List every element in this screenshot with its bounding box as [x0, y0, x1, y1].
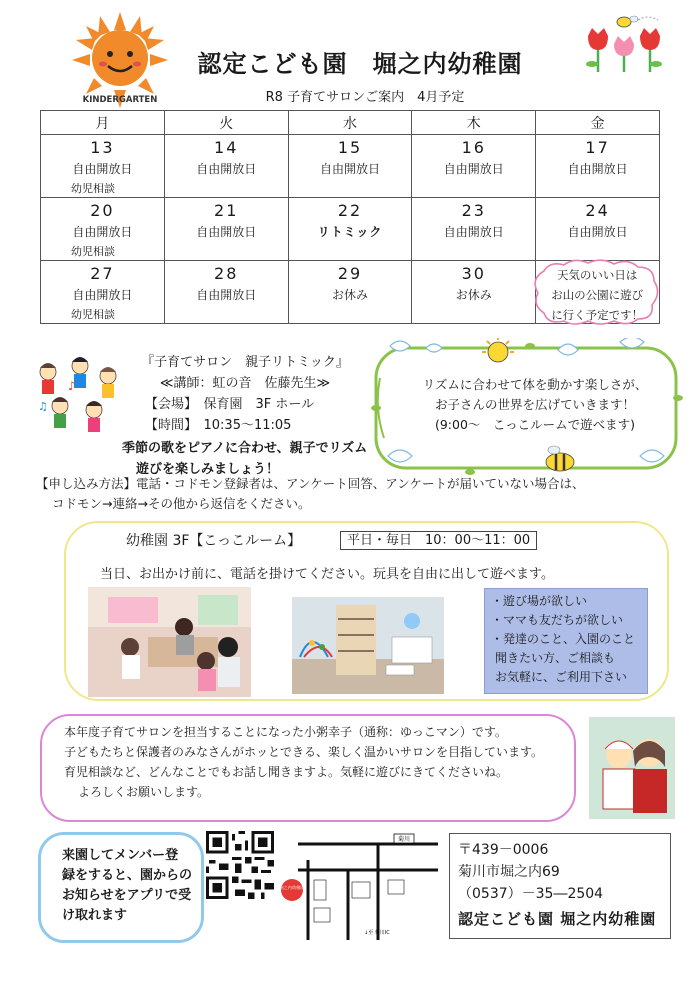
kokko-room-hours: 平日・毎日 10：00～11：00 [340, 531, 537, 550]
school-name: 認定こども園 堀之内幼稚園 [458, 910, 657, 928]
svg-text:↓至 菊川IC: ↓至 菊川IC [364, 930, 390, 936]
cell-event: 自由開放日 [72, 288, 133, 302]
cell-sub-event: 幼児相談 [71, 182, 115, 195]
calendar-day-header: 水 [288, 111, 412, 135]
cell-date: 13 [90, 138, 115, 157]
calendar-cell [288, 261, 412, 324]
calendar-cell [288, 135, 412, 198]
cell-event: 自由開放日 [72, 225, 133, 239]
rhythmic-venue: 【会場】 保育園 3F ホール [145, 397, 315, 412]
svg-text:菊川: 菊川 [397, 836, 411, 843]
cell-sub-event: 幼児相談 [71, 245, 115, 258]
rhythmic-title: 『子育てサロン 親子リトミック』 [141, 355, 349, 370]
calendar-day-header: 金 [536, 111, 660, 135]
calendar-day-header: 火 [164, 111, 288, 135]
staff-message-line: 本年度子育てサロンを担当することになった小粥幸子（通称：ゆっこマン）です。 [64, 725, 507, 739]
cell-event: 自由開放日 [196, 288, 257, 302]
cell-date: 17 [585, 138, 610, 157]
cell-date: 14 [214, 138, 239, 157]
calendar-cell [41, 261, 165, 324]
member-note-line: 来園してメンバー登 [62, 848, 179, 863]
staff-message-line: 育児相談など、どんなことでもお話し聞きますよ。気軽に遊びにきてくださいね。 [64, 765, 509, 779]
rhythmic-note-line: リズムに合わせて体を動かす楽しさが、 [422, 377, 648, 392]
kokko-room-list-item: ・発達のこと、入園のこと [491, 632, 636, 646]
calendar-cell [412, 261, 536, 324]
calendar-cell-note [536, 261, 660, 324]
calendar-cell [164, 261, 288, 324]
rhythmic-note-line: お子さんの世界を広げていきます！ [434, 397, 635, 412]
cell-date: 24 [585, 201, 610, 220]
calendar-week-row [41, 135, 660, 198]
kokko-room-description: 当日、お出かけ前に、電話を掛けてください。玩具を自由に出して遊べます。 [100, 567, 554, 582]
rhythmic-lecturer: ≪講師：虹の音 佐藤先生≫ [159, 376, 331, 391]
kokko-room-list-item: 聞きたい方、ご相談も [495, 651, 616, 665]
playroom-photo-children [88, 587, 251, 697]
tulip-bee-illustration [578, 14, 670, 74]
cell-date: 27 [90, 264, 115, 283]
dancing-children-illustration [32, 350, 124, 434]
toy-photo-bead-maze [292, 597, 444, 694]
cell-date: 16 [461, 138, 486, 157]
page-subtitle: R8 子育てサロンご案内 4月予定 [265, 90, 465, 105]
page-title: 認定こども園 堀之内幼稚園 [197, 50, 523, 78]
rhythmic-time: 【時間】 10:35～11:05 [145, 418, 292, 433]
calendar-cell [164, 135, 288, 198]
cell-event: 自由開放日 [567, 162, 628, 176]
calendar-cell [41, 198, 165, 261]
calendar-cell [412, 135, 536, 198]
calendar-header-row [41, 111, 660, 135]
calendar-cell [164, 198, 288, 261]
cell-date: 28 [214, 264, 239, 283]
calendar-week-row [41, 198, 660, 261]
kokko-room-title: 幼稚園 3F【こっこルーム】 [126, 533, 302, 549]
cell-event: 自由開放日 [72, 162, 133, 176]
cell-event: お休み [455, 288, 492, 302]
kindergarten-sun-logo [70, 10, 170, 110]
cell-event: 自由開放日 [443, 162, 504, 176]
cell-sub-event: 幼児相談 [71, 308, 115, 321]
application-method [36, 474, 676, 514]
calendar-cell [412, 198, 536, 261]
rhythmic-event-info [120, 352, 370, 477]
cell-date: 29 [337, 264, 363, 283]
access-map [278, 830, 440, 940]
staff-message [64, 722, 584, 802]
application-line: コドモン→連絡→その他から返信をください。 [52, 496, 311, 511]
calendar-cell [288, 198, 412, 261]
member-note-line: お知らせをアプリで受 [62, 888, 192, 903]
staff-message-line: 子どもたちと保護者のみなさんがホッとできる、楽しく温かいサロンを目指しています。 [64, 745, 544, 759]
calendar-day-header: 木 [412, 111, 536, 135]
cell-event: 自由開放日 [443, 225, 504, 239]
member-note-line: け取れます [62, 908, 128, 923]
calendar-day-header: 月 [41, 111, 165, 135]
cell-event: 自由開放日 [319, 162, 380, 176]
kokko-room-list-item: お気軽に、ご利用下さい [495, 670, 628, 684]
friday-note-line: 天気のいい日は [556, 268, 638, 282]
cell-date: 21 [214, 201, 239, 220]
cell-date: 15 [337, 138, 363, 157]
rhythmic-blurb-line: 遊びを楽しみましょう！ [136, 462, 280, 477]
rhythmic-note-line: (9:00～ こっこルームで遊べます) [434, 417, 636, 432]
staff-portrait-illustration [589, 717, 675, 819]
staff-message-line: よろしくお願いします。 [78, 785, 210, 799]
svg-text:♫: ♫ [38, 400, 48, 413]
svg-text:堀之内幼稚園: 堀之内幼稚園 [279, 885, 305, 890]
kokko-room-list-item: ・遊び場が欲しい [491, 594, 588, 608]
cell-event-rhythmic: リトミック [317, 225, 383, 239]
friday-note-line: に行く予定です！ [551, 308, 644, 322]
rhythmic-note [400, 375, 670, 435]
cell-date: 20 [90, 201, 115, 220]
cell-event: 自由開放日 [196, 162, 257, 176]
svg-text:♪: ♪ [68, 379, 76, 393]
svg-text:KINDERGARTEN: KINDERGARTEN [82, 95, 158, 105]
cell-date: 22 [337, 201, 363, 220]
cell-event: 自由開放日 [196, 225, 257, 239]
phone-number[interactable]: （0537）－35―2504 [458, 886, 604, 902]
cell-event: お休み [331, 288, 368, 302]
rhythmic-blurb-line: 季節の歌をピアノに合わせ、親子でリズム [122, 441, 368, 456]
cell-event: 自由開放日 [567, 225, 628, 239]
application-line: 【申し込み方法】電話・コドモン登録者は、アンケート回答、アンケートが届いていない場合は、 [36, 476, 585, 491]
kokko-room-list-item: ・ママも友だちが欲しい [491, 613, 624, 627]
cell-date: 30 [461, 264, 486, 283]
friday-note [536, 265, 658, 325]
kokko-room-list [484, 588, 648, 694]
qr-code[interactable] [206, 831, 274, 899]
street-address: 菊川市堀之内69 [458, 864, 560, 880]
member-registration-note [62, 846, 202, 926]
cell-date: 23 [461, 201, 486, 220]
postal-code: 〒439－0006 [458, 842, 549, 858]
april-calendar [40, 110, 660, 324]
school-address [458, 839, 603, 905]
calendar-cell [41, 135, 165, 198]
friday-note-line: お山の公園に遊び [551, 288, 644, 302]
member-note-line: 録をすると、園からの [62, 868, 193, 883]
calendar-cell [536, 198, 660, 261]
calendar-cell [536, 135, 660, 198]
calendar-week-row [41, 261, 660, 324]
